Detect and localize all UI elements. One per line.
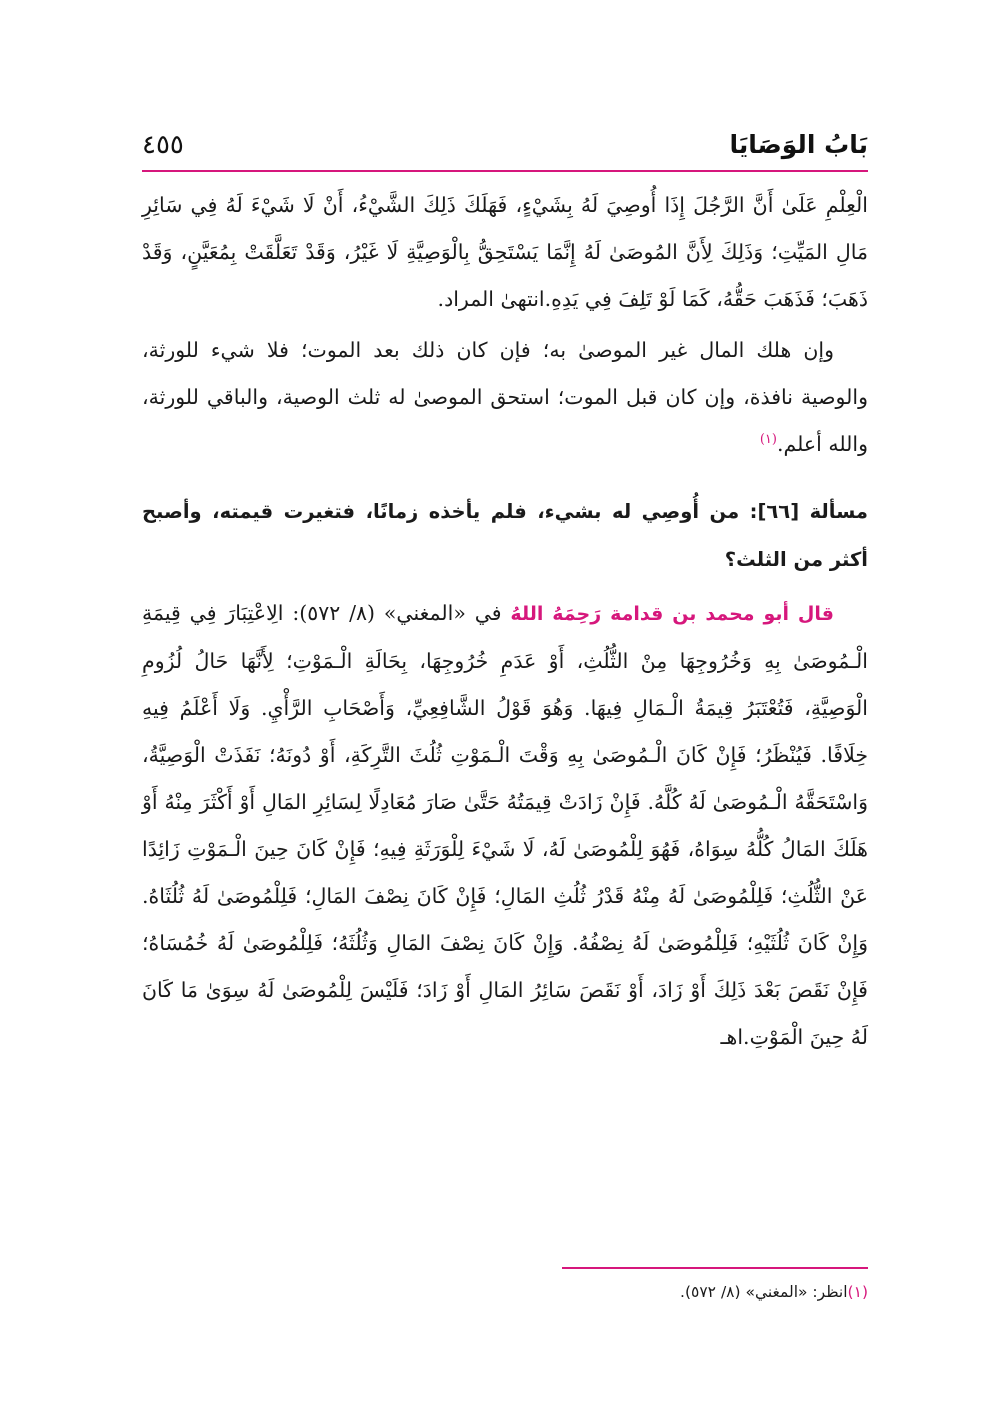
author-name: قال أبو محمد بن قدامة رَحِمَهُ اللهُ [510,603,834,625]
paragraph-text: وإن هلك المال غير الموصىٰ به؛ فإن كان ذلك بعد الموت؛ فلا شيء للورثة، والوصية نافذة، وإن كان قبل الموت؛ استحق الموصىٰ له ثلث الوصية، والباقي للورثة، والله أعلم. [142,338,868,456]
paragraph [142,327,868,468]
footnote [680,1283,868,1301]
quote-continuation: الْعِلْمِ عَلَىٰ أَنَّ الرَّجُلَ إِذَا أُوصِيَ لَهُ بِشَيْءٍ، فَهَلَكَ ذَلِكَ الشَّيْءُ، أَنْ لَا شَيْءَ لَهُ فِي سَائِرِ مَالِ المَيِّتِ؛ وَذَلِكَ لِأَنَّ المُوصَىٰ لَهُ إِنَّمَا يَسْتَحِقُّ بِالْوَصِيَّةِ لَا غَيْرُ، وَقَدْ تَعَلَّقَتْ بِمُعَيَّنٍ، وَقَدْ ذَهَبَ؛ فَذَهَبَ حَقُّهُ، كَمَا لَوْ تَلِفَ فِي يَدِهِ.انتهىٰ المراد. [142,193,868,311]
quote-paragraph [142,590,868,1061]
page-number: ٤٥٥ [142,130,184,160]
footnote-ref: (١) [759,432,777,448]
footnote-text: انظر: «المغني» (٨/ ٥٧٢). [680,1283,848,1301]
source-reference: في «المغني» (٨/ ٥٧٢): [292,601,502,625]
masala-heading [142,488,868,584]
footnote-divider [562,1267,868,1269]
quote-text: الِاعْتِبَارَ فِي قِيمَةِ الْـمُوصَىٰ بِهِ وَخُرُوجِهَا مِنْ الثُّلُثِ، أَوْ عَدَمِ خُرُوجِهَا، بِحَالَةِ الْـمَوْتِ؛ لِأَنَّهَا حَالُ لُزُومِ الْوَصِيَّةِ، فَتُعْتَبَرُ قِيمَةُ الْـمَالِ فِيهَا. وَهُوَ قَوْلُ الشَّافِعِيِّ، وَأَصْحَابِ الرَّأْيِ. وَلَا أَعْلَمُ فِيهِ خِلَافًا. فَيُنْظَرُ؛ فَإِنْ كَانَ الْـمُوصَىٰ بِهِ وَقْتَ الْـمَوْتِ ثُلُثَ التَّرِكَةِ، أَوْ دُونَهُ؛ نَفَذَتْ الْوَصِيَّةُ، وَاسْتَحَقَّهُ الْـمُوصَىٰ لَهُ كُلَّهُ. فَإِنْ زَادَتْ قِيمَتُهُ حَتَّىٰ صَارَ مُعَادِلًا لِسَائِرِ المَالِ أَوْ أَكْثَرَ مِنْهُ أَوْ هَلَكَ المَالُ كُلُّهُ سِوَاهُ، فَهُوَ لِلْمُوصَىٰ لَهُ، لَا شَيْءَ لِلْوَرَثَةِ فِيهِ؛ فَإِنْ كَانَ حِينَ الْـمَوْتِ زَائِدًا عَنْ الثُّلُثِ؛ فَلِلْمُوصَىٰ لَهُ مِنْهُ قَدْرُ ثُلُثِ المَالِ؛ فَإِنْ كَانَ نِصْفَ المَالِ؛ فَلِلْمُوصَىٰ لَهُ ثُلُثَاهُ. وَإِنْ كَانَ ثُلُثَيْهِ؛ فَلِلْمُوصَىٰ لَهُ نِصْفُهُ. وَإِنْ كَانَ نِصْفَ المَالِ وَثُلُثَهُ؛ فَلِلْمُوصَىٰ لَهُ خُمُسَاهُ؛ فَإِنْ نَقَصَ بَعْدَ ذَلِكَ أَوْ زَادَ، أَوْ نَقَصَ سَائِرُ المَالِ أَوْ زَادَ؛ فَلَيْسَ لِلْمُوصَىٰ لَهُ سِوَىٰ مَا كَانَ لَهُ حِينَ الْمَوْتِ.اهـ [142,601,868,1049]
footnote-number: (١) [847,1283,868,1301]
page-body [142,182,868,1061]
book-page [142,118,868,1368]
masala-question: من أُوصِي له بشيء، فلم يأخذه زمانًا، فتغيرت قيمته، وأصبح أكثر من الثلث؟ [142,500,868,571]
page-header [142,118,868,172]
chapter-title: بَابُ الوَصَايَا [729,130,868,159]
masala-label: مسألة [٦٦]: [749,500,868,523]
